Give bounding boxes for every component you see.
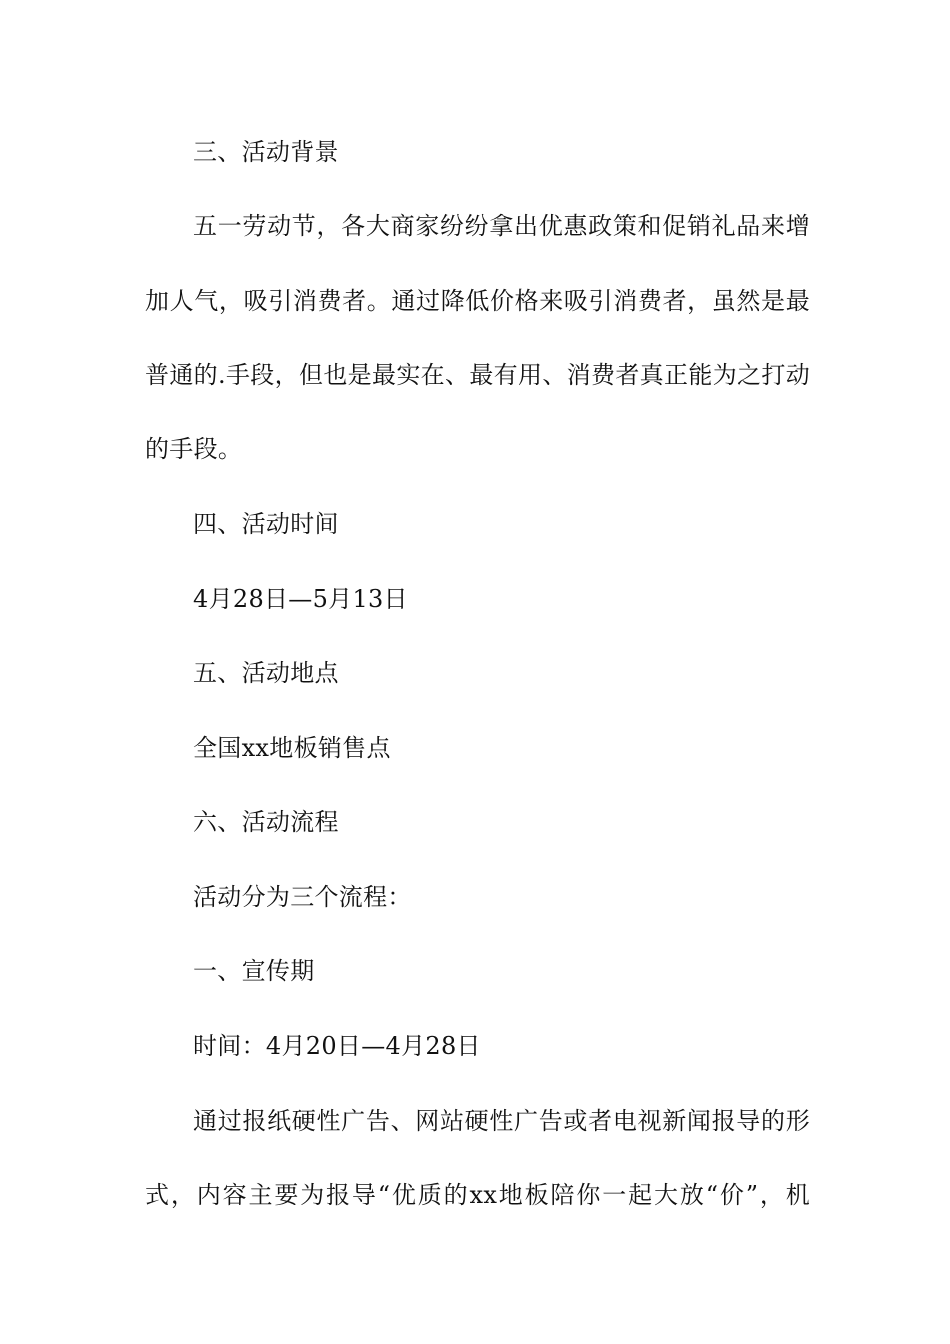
paragraph-line: 通过报纸硬性广告、网站硬性广告或者电视新闻报导的形 bbox=[193, 1107, 810, 1135]
paragraph-line: 普通的.手段，但也是最实在、最有用、消费者真正能为之打动 bbox=[145, 361, 810, 389]
process-intro: 活动分为三个流程： bbox=[193, 883, 412, 911]
section-heading-process: 六、活动流程 bbox=[193, 808, 339, 836]
paragraph-line: 的手段。 bbox=[145, 435, 243, 463]
section-heading-background: 三、活动背景 bbox=[193, 138, 339, 166]
paragraph-line: 加人气，吸引消费者。通过降低价格来吸引消费者，虽然是最 bbox=[145, 287, 810, 315]
section-heading-time: 四、活动时间 bbox=[193, 510, 339, 538]
paragraph-line: 式，内容主要为报导“优质的xx地板陪你一起大放“价”，机 bbox=[145, 1181, 810, 1209]
place-value: 全国xx地板销售点 bbox=[193, 734, 391, 762]
section-heading-place: 五、活动地点 bbox=[193, 659, 339, 687]
time-value: 4月28日—5月13日 bbox=[193, 585, 408, 613]
phase1-time: 时间：4月20日—4月28日 bbox=[193, 1032, 481, 1060]
phase1-heading: 一、宣传期 bbox=[193, 957, 315, 985]
paragraph-line: 五一劳动节，各大商家纷纷拿出优惠政策和促销礼品来增 bbox=[193, 212, 810, 240]
